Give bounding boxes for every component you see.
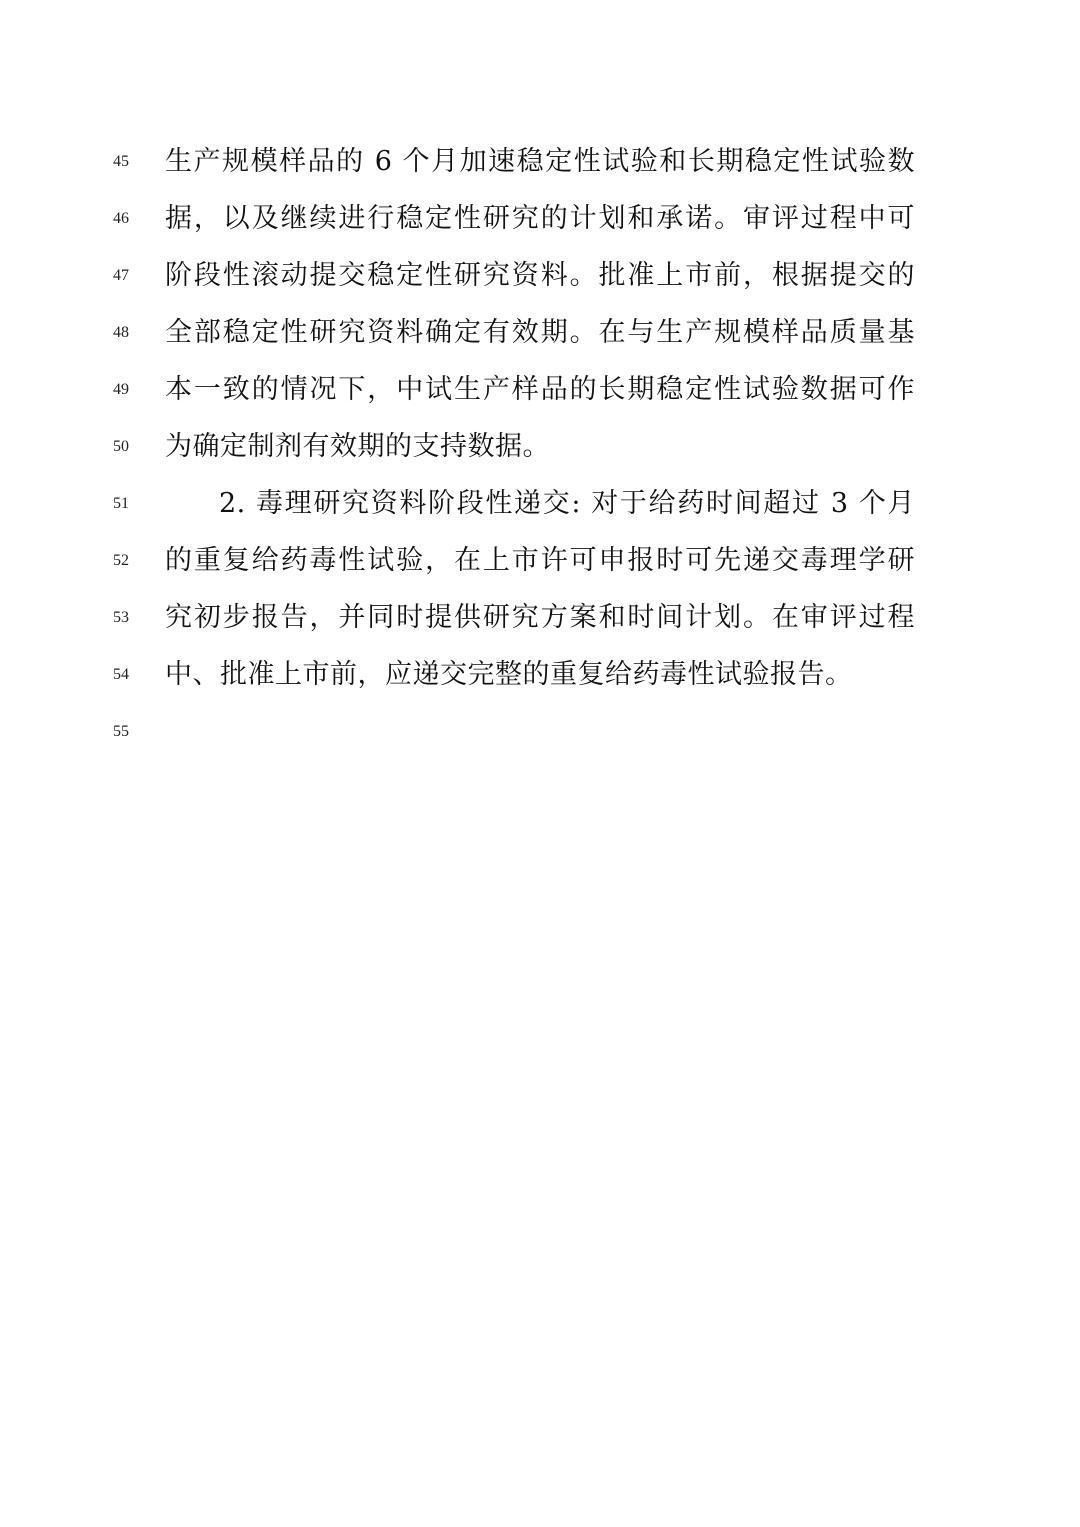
line-number: 48 — [113, 324, 129, 341]
body-text-line: 的重复给药毒性试验，在上市许可申报时可先递交毒理学研 — [165, 545, 915, 576]
document-line — [0, 191, 1080, 247]
line-number: 53 — [113, 609, 129, 626]
line-number: 47 — [113, 267, 129, 284]
line-number: 54 — [113, 666, 129, 683]
document-line — [0, 704, 1080, 760]
line-number: 51 — [113, 495, 129, 512]
line-number: 55 — [113, 723, 129, 740]
line-number: 45 — [113, 153, 129, 170]
document-line — [0, 476, 1080, 532]
line-number: 49 — [113, 381, 129, 398]
document-line — [0, 305, 1080, 361]
document-line — [0, 362, 1080, 418]
document-line — [0, 248, 1080, 304]
body-text-line: 据，以及继续进行稳定性研究的计划和承诺。审评过程中可 — [165, 203, 915, 234]
paragraph-heading-line: 2. 毒理研究资料阶段性递交: 对于给药时间超过 3 个月 — [219, 488, 915, 519]
line-number: 52 — [113, 552, 129, 569]
document-line — [0, 533, 1080, 589]
body-text-line: 究初步报告，并同时提供研究方案和时间计划。在审评过程 — [165, 602, 915, 633]
document-line — [0, 134, 1080, 190]
body-text-line: 生产规模样品的 6 个月加速稳定性试验和长期稳定性试验数 — [165, 146, 915, 177]
body-text-line: 本一致的情况下，中试生产样品的长期稳定性试验数据可作 — [165, 374, 915, 405]
line-number: 50 — [113, 438, 129, 455]
body-text-line: 全部稳定性研究资料确定有效期。在与生产规模样品质量基 — [165, 317, 915, 348]
body-text-line: 中、批准上市前，应递交完整的重复给药毒性试验报告。 — [165, 659, 853, 690]
body-text-line: 阶段性滚动提交稳定性研究资料。批准上市前，根据提交的 — [165, 260, 915, 291]
document-line — [0, 647, 1080, 703]
document-line — [0, 590, 1080, 646]
line-number: 46 — [113, 210, 129, 227]
body-text-line: 为确定制剂有效期的支持数据。 — [165, 431, 550, 462]
document-line — [0, 419, 1080, 475]
